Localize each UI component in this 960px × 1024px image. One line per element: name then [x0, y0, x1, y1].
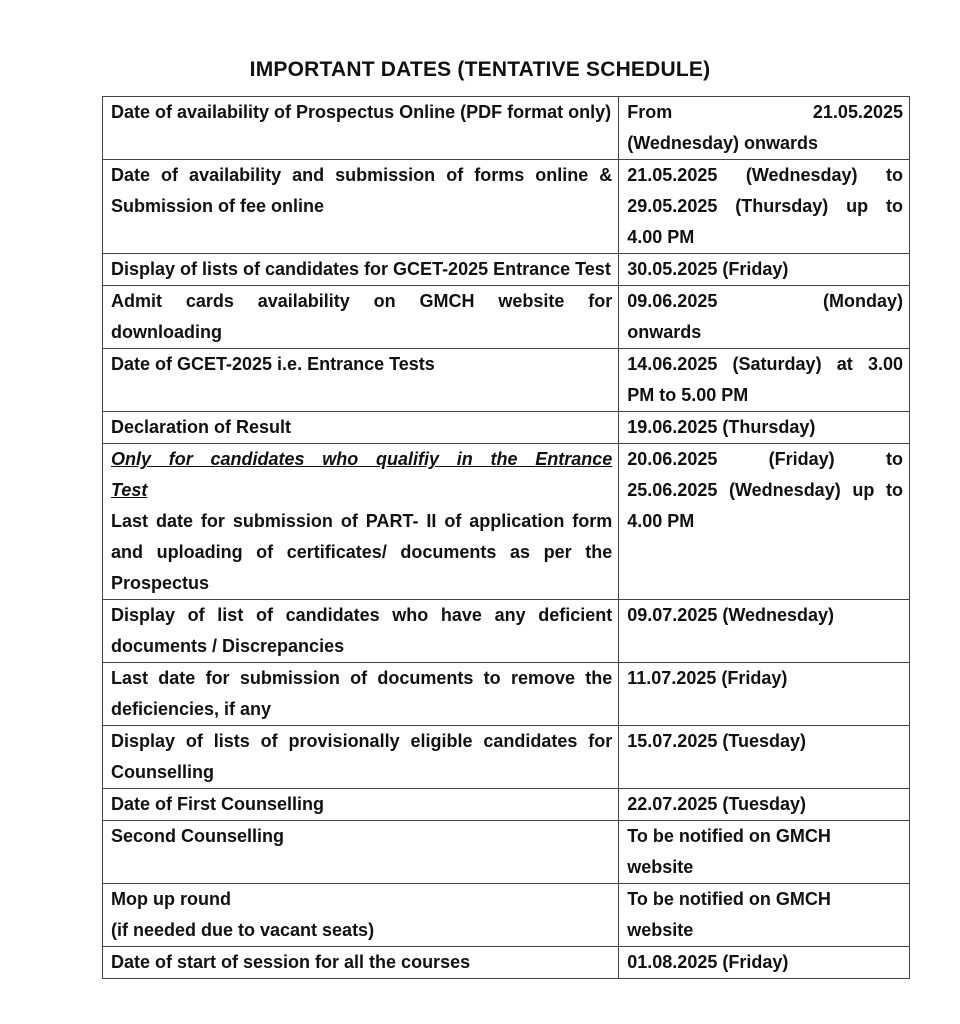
- date-note: onwards: [627, 322, 702, 342]
- qualify-note-end: Test: [111, 480, 148, 500]
- event-line: (if needed due to vacant seats): [111, 920, 375, 940]
- date-cell: [619, 884, 910, 947]
- date-cell: [619, 286, 910, 349]
- page-title: IMPORTANT DATES (TENTATIVE SCHEDULE): [249, 58, 711, 81]
- table-row: [103, 444, 910, 600]
- date-line: To be notified on GMCH: [627, 889, 831, 909]
- event-cell: Declaration of Result: [103, 412, 619, 444]
- table-row: [103, 349, 910, 412]
- important-dates-table: [102, 96, 910, 979]
- table-row: [103, 600, 910, 663]
- date-note: (Wednesday) onwards: [627, 133, 818, 153]
- event-cell: Date of start of session for all the courses: [103, 947, 619, 979]
- date-cell: 15.07.2025 (Tuesday): [619, 726, 910, 789]
- date-line: website: [627, 920, 694, 940]
- event-cell: Display of lists of provisionally eligible candidates for Counselling: [103, 726, 619, 789]
- event-text: Last date for submission of PART- II of application form and uploading of certificates/ documents as per the Prospectus: [111, 511, 613, 593]
- table-row: [103, 286, 910, 349]
- event-cell: Date of availability and submission of forms online & Submission of fee online: [103, 160, 619, 254]
- date-line: To be notified on GMCH: [627, 826, 831, 846]
- table-row: [103, 254, 910, 286]
- date-from-label: From: [627, 102, 673, 122]
- table-row: [103, 789, 910, 821]
- date-value: 21.05.2025: [812, 102, 903, 122]
- table-row: [103, 97, 910, 160]
- date-line: website: [627, 857, 694, 877]
- event-cell: Date of GCET-2025 i.e. Entrance Tests: [103, 349, 619, 412]
- date-cell: 19.06.2025 (Thursday): [619, 412, 910, 444]
- event-cell: Admit cards availability on GMCH website for downloading: [103, 286, 619, 349]
- event-cell: [103, 884, 619, 947]
- date-cell: [619, 821, 910, 884]
- table-row: [103, 821, 910, 884]
- date-cell: 21.05.2025 (Wednesday) to 29.05.2025 (Thursday) up to 4.00 PM: [619, 160, 910, 254]
- date-cell: 11.07.2025 (Friday): [619, 663, 910, 726]
- event-cell: Date of availability of Prospectus Online (PDF format only): [103, 97, 619, 160]
- table-row: [103, 160, 910, 254]
- event-cell: Date of First Counselling: [103, 789, 619, 821]
- table-row: [103, 412, 910, 444]
- event-cell: Last date for submission of documents to remove the deficiencies, if any: [103, 663, 619, 726]
- date-cell: [619, 97, 910, 160]
- date-cell: 30.05.2025 (Friday): [619, 254, 910, 286]
- event-cell: Second Counselling: [103, 821, 619, 884]
- date-cell: 22.07.2025 (Tuesday): [619, 789, 910, 821]
- date-cell: 09.07.2025 (Wednesday): [619, 600, 910, 663]
- qualify-note: Only for candidates who qualifiy in the Entrance: [111, 449, 613, 469]
- table-row: [103, 947, 910, 979]
- table-row: [103, 663, 910, 726]
- table-row: [103, 726, 910, 789]
- date-cell: 14.06.2025 (Saturday) at 3.00 PM to 5.00 PM: [619, 349, 910, 412]
- event-line: Mop up round: [111, 889, 231, 909]
- event-cell: [103, 444, 619, 600]
- date-day: (Monday): [823, 291, 903, 311]
- date-cell: 20.06.2025 (Friday) to 25.06.2025 (Wednesday) up to 4.00 PM: [619, 444, 910, 600]
- date-cell: 01.08.2025 (Friday): [619, 947, 910, 979]
- event-cell: Display of list of candidates who have any deficient documents / Discrepancies: [103, 600, 619, 663]
- date-value: 09.06.2025: [627, 291, 718, 311]
- event-cell: Display of lists of candidates for GCET-2025 Entrance Test: [103, 254, 619, 286]
- table-row: [103, 884, 910, 947]
